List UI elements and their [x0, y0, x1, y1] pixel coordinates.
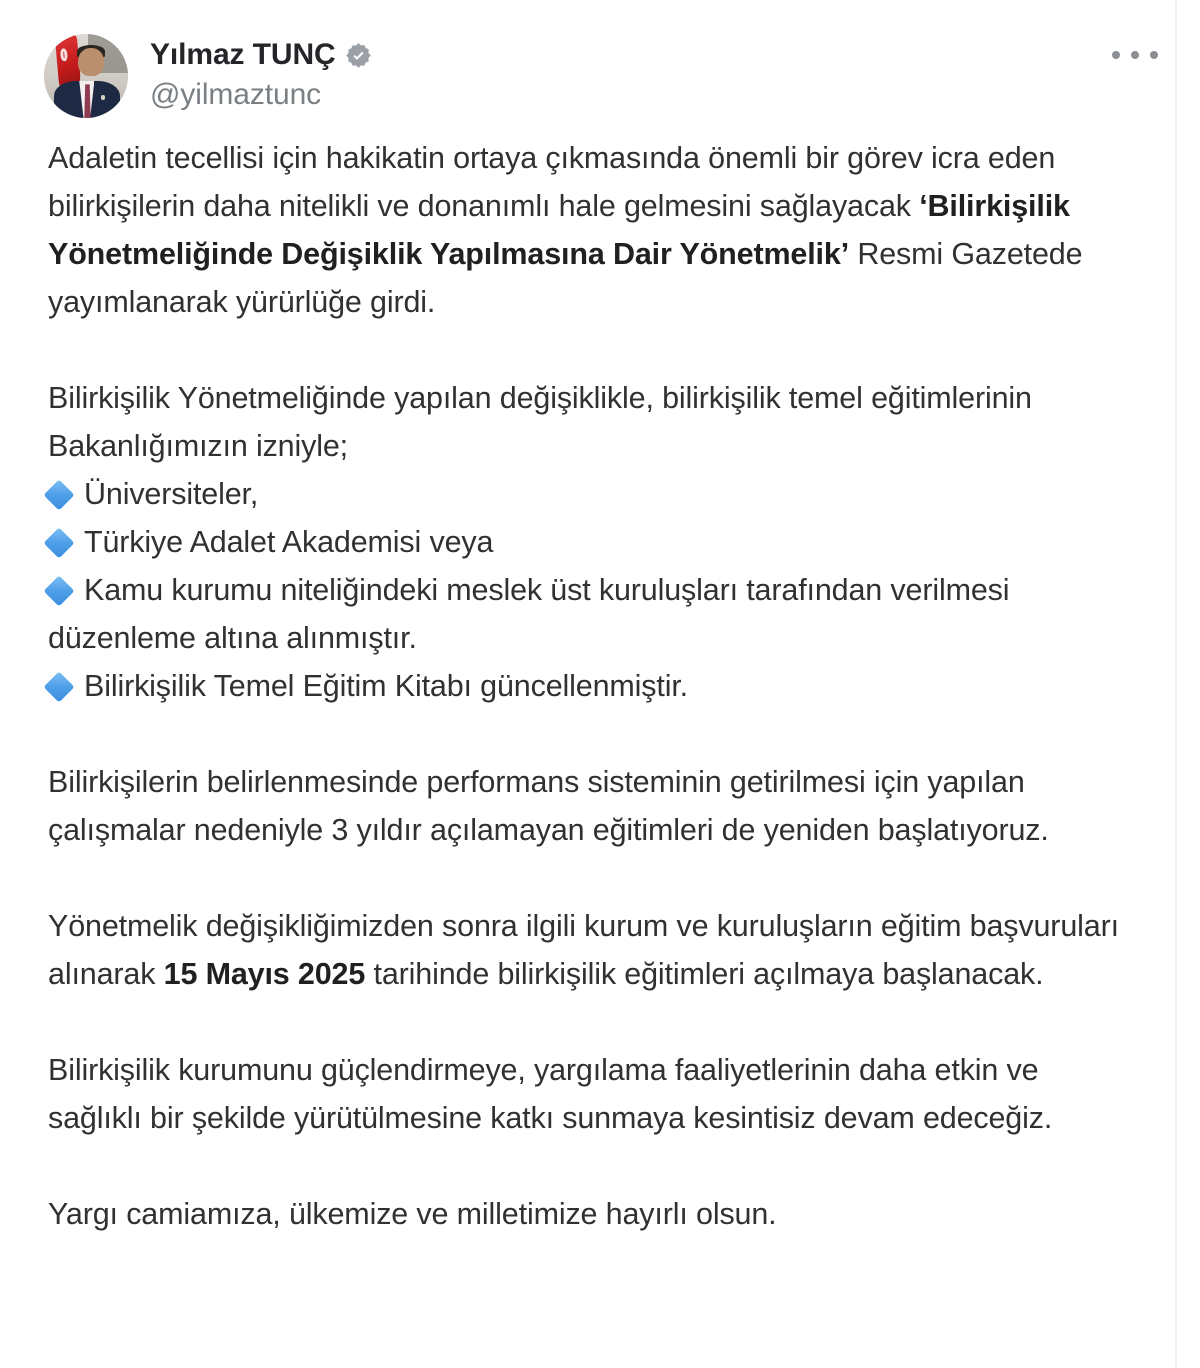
- blue-diamond-icon: [43, 527, 74, 558]
- text-run: Bilirkişilik Yönetmeliğinde yapılan değişiklikle, bilirkişilik temel eğitimlerinin Bakanlığımızın izniyle;: [48, 381, 1032, 463]
- list-item: [48, 566, 1133, 662]
- list-item-label: Türkiye Adalet Akademisi veya: [84, 525, 494, 559]
- blue-diamond-icon: [43, 671, 74, 702]
- more-options-icon[interactable]: [1112, 44, 1158, 66]
- author-block: [150, 34, 372, 115]
- list-item: [48, 470, 1133, 518]
- tweet-paragraph: [48, 1190, 1133, 1238]
- text-run: Yönetmelik değişikliğimizden sonra ilgili kurum ve kuruluşların eğitim başvuruları alınarak: [48, 909, 1119, 991]
- text-run: Bilirkişilik kurumunu güçlendirmeye, yargılama faaliyetlerinin daha etkin ve sağlıklı bir şekilde yürütülmesine katkı sunmaya kesintisiz devam edeceğiz.: [48, 1053, 1053, 1135]
- blue-diamond-icon: [43, 575, 74, 606]
- avatar-lapel-pin: [101, 95, 105, 99]
- list-item-label: Bilirkişilik Temel Eğitim Kitabı güncellenmiştir.: [84, 669, 688, 703]
- text-run: tarihinde bilirkişilik eğitimleri açılmaya başlanacak.: [365, 957, 1044, 991]
- author-display-name[interactable]: Yılmaz TUNÇ: [150, 38, 336, 71]
- more-dot-2: [1131, 51, 1139, 59]
- verified-badge-icon: [345, 42, 372, 69]
- card-right-divider: [1175, 0, 1177, 1368]
- display-name-row: [150, 35, 372, 75]
- tweet-paragraph: [48, 902, 1133, 998]
- bold-text-run: 15 Mayıs 2025: [163, 957, 366, 991]
- avatar-face: [78, 48, 103, 76]
- list-item: [48, 662, 1133, 710]
- text-run: Resmi Gazetede yayımlanarak yürürlüğe girdi.: [48, 237, 1083, 319]
- list-item-label: Üniversiteler,: [84, 477, 259, 511]
- text-run: Bilirkişilerin belirlenmesinde performans sisteminin getirilmesi için yapılan çalışmalar nedeniyle 3 yıldır açılamayan eğitimleri de yeniden başlatıyoruz.: [48, 765, 1049, 847]
- list-item: [48, 518, 1133, 566]
- tweet-paragraph: [48, 1046, 1133, 1142]
- text-run: Adaletin tecellisi için hakikatin ortaya çıkmasında önemli bir görev icra eden bilirkişilerin daha nitelikli ve donanımlı hale gelmesini sağlayacak: [48, 141, 1056, 223]
- more-dot-3: [1150, 51, 1158, 59]
- tweet-bullet-list: [48, 470, 1133, 710]
- tweet-header: [44, 34, 1156, 126]
- blue-diamond-icon: [43, 479, 74, 510]
- list-item-label: Kamu kurumu niteliğindeki meslek üst kuruluşları tarafından verilmesi düzenleme altına alınmıştır.: [48, 573, 1010, 655]
- tweet-paragraph: [48, 134, 1133, 326]
- more-dot-1: [1112, 51, 1120, 59]
- bold-text-run: ‘Bilirkişilik Yönetmeliğinde Değişiklik Yapılmasına Dair Yönetmelik’: [48, 189, 1070, 271]
- tweet-paragraph: [48, 374, 1133, 470]
- author-handle[interactable]: @yilmaztunc: [150, 78, 322, 111]
- tweet-text-body: [48, 134, 1133, 1238]
- tweet-paragraph: [48, 758, 1133, 854]
- avatar-tie: [84, 84, 90, 118]
- text-run: Yargı camiamıza, ülkemize ve milletimize hayırlı olsun.: [48, 1197, 777, 1231]
- avatar[interactable]: [44, 34, 128, 118]
